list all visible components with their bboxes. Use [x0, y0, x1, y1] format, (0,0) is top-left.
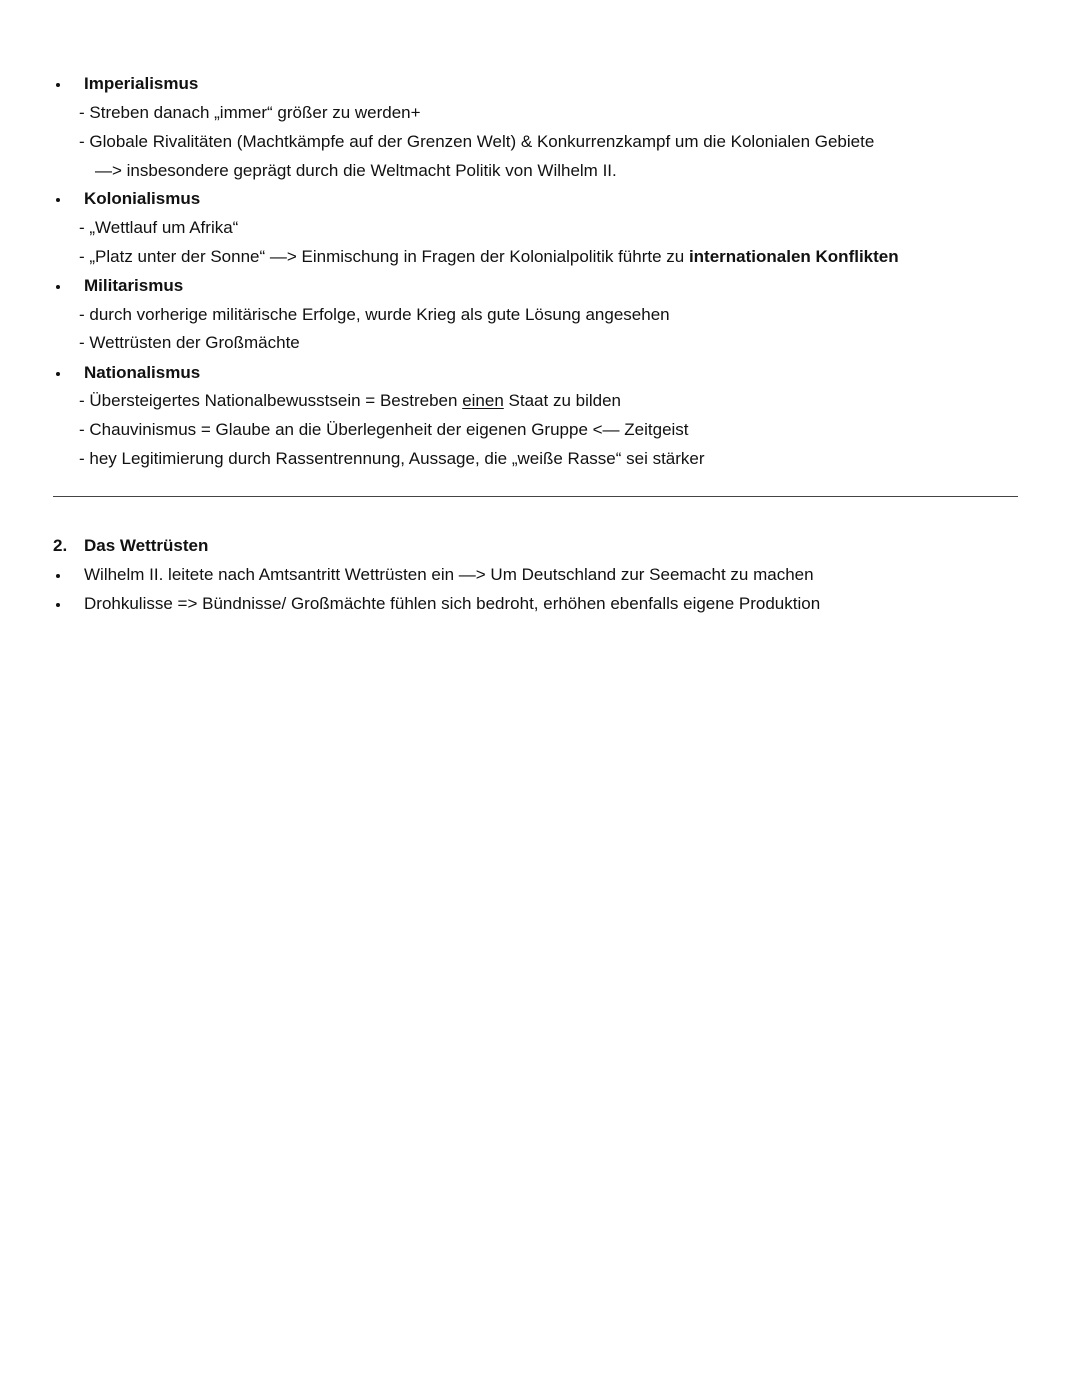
list-item: - Streben danach „immer“ größer zu werden+: [79, 103, 421, 122]
underlined-text: einen: [462, 391, 504, 410]
heading-wettruesten: Das Wettrüsten: [84, 536, 209, 555]
list-item-text: - Übersteigertes Nationalbewusstsein = Bestreben: [79, 391, 463, 410]
bullet: [56, 603, 60, 607]
heading-kolonialismus: Kolonialismus: [84, 189, 201, 208]
horizontal-divider: [53, 496, 1018, 497]
list-item: - „Wettlauf um Afrika“: [79, 218, 239, 237]
bullet: [56, 372, 60, 376]
list-item: - Globale Rivalitäten (Machtkämpfe auf der Grenzen Welt) & Konkurrenzkampf um die Kolonialen Gebiete: [79, 132, 875, 151]
list-item: —> insbesondere geprägt durch die Weltmacht Politik von Wilhelm II.: [95, 161, 617, 180]
list-item: Drohkulisse => Bündnisse/ Großmächte fühlen sich bedroht, erhöhen ebenfalls eigene Produktion: [84, 594, 821, 613]
list-item: Wilhelm II. leitete nach Amtsantritt Wettrüsten ein —> Um Deutschland zur Seemacht zu machen: [84, 565, 814, 584]
list-item: - durch vorherige militärische Erfolge, wurde Krieg als gute Lösung angesehen: [79, 305, 670, 324]
bullet: [56, 574, 60, 578]
bullet: [56, 198, 60, 202]
section-number: 2.: [53, 536, 68, 555]
heading-militarismus: Militarismus: [84, 276, 184, 295]
heading-nationalismus: Nationalismus: [84, 363, 201, 382]
emphasis-text: internationalen Konflikten: [688, 247, 899, 266]
list-item: - Wettrüsten der Großmächte: [79, 333, 300, 352]
list-item: - hey Legitimierung durch Rassentrennung, Aussage, die „weiße Rasse“ sei stärker: [79, 449, 705, 468]
list-item: [79, 391, 621, 411]
bullet: [56, 83, 60, 87]
heading-imperialismus: Imperialismus: [84, 74, 199, 93]
list-item-text: - „Platz unter der Sonne“ —> Einmischung in Fragen der Kolonialpolitik führte zu: [79, 247, 689, 266]
bullet: [56, 285, 60, 289]
list-item: [79, 247, 899, 267]
list-item-text: Staat zu bilden: [503, 391, 621, 410]
list-item: - Chauvinismus = Glaube an die Überlegenheit der eigenen Gruppe <— Zeitgeist: [79, 420, 689, 439]
